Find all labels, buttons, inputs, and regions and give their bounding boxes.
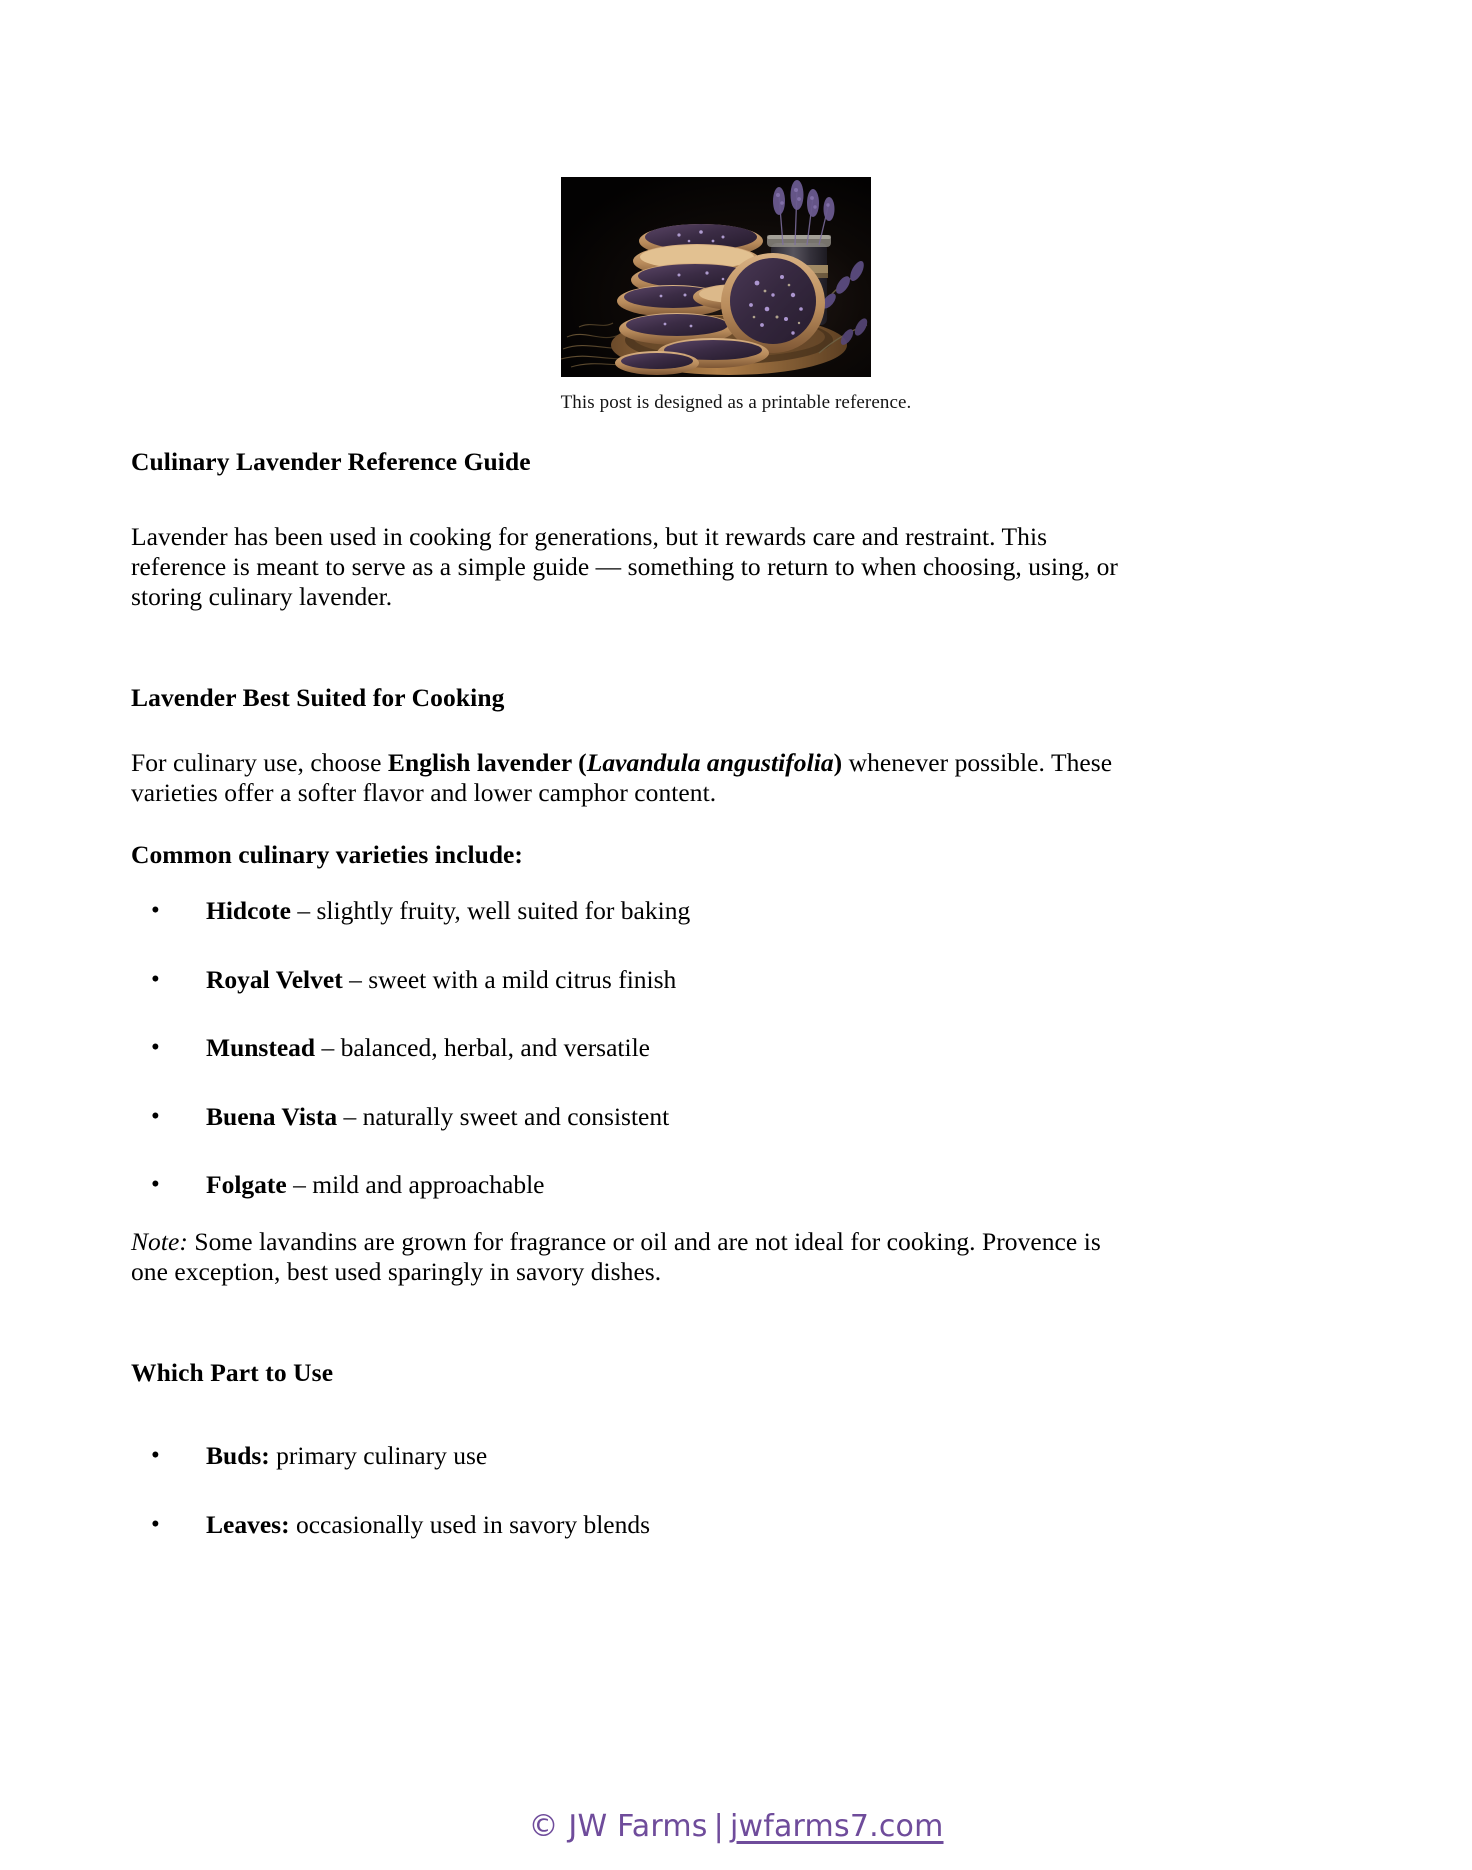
section-heading-which-part-to-use: Which Part to Use bbox=[131, 1358, 334, 1388]
intro-paragraph: Lavender has been used in cooking for generations, but it rewards care and restraint. This reference is meant to serve as a simple guide — something to return to when choosing, using, or storing culinary lavender. bbox=[131, 521, 1118, 611]
page-footer bbox=[0, 1809, 1472, 1844]
variety-description: – sweet with a mild citrus finish bbox=[342, 964, 677, 994]
part-name: Buds: bbox=[206, 1440, 270, 1470]
bullet-icon: • bbox=[151, 1102, 160, 1130]
paren-close-bold: ) bbox=[833, 747, 843, 777]
bullet-icon: • bbox=[151, 1441, 160, 1469]
spacer bbox=[131, 808, 1141, 840]
spacer bbox=[131, 612, 1141, 682]
variety-description: – slightly fruity, well suited for baking bbox=[290, 895, 691, 925]
english-lavender-bold: English lavender ( bbox=[387, 747, 587, 777]
paragraph-lead-text: For culinary use, choose bbox=[131, 747, 388, 777]
list-item bbox=[131, 965, 1141, 996]
spacer bbox=[131, 870, 1141, 896]
latin-name-italic: Lavandula angustifolia bbox=[586, 747, 834, 777]
note-paragraph bbox=[131, 1227, 1141, 1287]
lavender-cookies-photo bbox=[561, 177, 871, 377]
spacer bbox=[131, 714, 1141, 748]
list-item bbox=[131, 1170, 1141, 1201]
bullet-icon: • bbox=[151, 1034, 160, 1062]
hero-figure bbox=[561, 177, 912, 416]
hero-caption: This post is designed as a printable reference. bbox=[560, 392, 912, 413]
footer-copyright: © JW Farms bbox=[528, 1809, 708, 1844]
variety-description: – naturally sweet and consistent bbox=[337, 1101, 670, 1131]
paragraph-trailing-text: whenever possible. These varieties offer a softer flavor and lower camphor content. bbox=[131, 747, 1113, 807]
variety-name: Folgate bbox=[206, 1170, 287, 1200]
bullet-icon: • bbox=[151, 1171, 160, 1199]
spacer bbox=[131, 1389, 1141, 1415]
variety-description: – mild and approachable bbox=[286, 1170, 545, 1200]
bullet-icon: • bbox=[151, 896, 160, 924]
footer-separator: | bbox=[713, 1809, 724, 1844]
variety-name: Munstead bbox=[206, 1033, 316, 1063]
list-item bbox=[131, 1441, 1141, 1472]
hero-image-block bbox=[0, 0, 1472, 416]
page-title: Culinary Lavender Reference Guide bbox=[131, 446, 531, 476]
part-name: Leaves: bbox=[206, 1509, 290, 1539]
part-description: primary culinary use bbox=[269, 1440, 488, 1470]
note-label: Note: bbox=[131, 1226, 188, 1256]
note-body: Some lavandins are grown for fragrance or oil and are not ideal for cooking. Provence is one exception, best used sparingly in savory dishes. bbox=[131, 1226, 1101, 1286]
spacer bbox=[131, 478, 1141, 522]
culinary-varieties-list bbox=[131, 896, 1141, 1201]
varieties-list-intro: Common culinary varieties include: bbox=[131, 839, 523, 869]
list-item bbox=[131, 1510, 1141, 1541]
list-item bbox=[131, 1033, 1141, 1064]
list-item bbox=[131, 896, 1141, 927]
variety-name: Royal Velvet bbox=[206, 964, 343, 994]
bullet-icon: • bbox=[151, 965, 160, 993]
section-1-paragraph bbox=[131, 748, 1141, 808]
footer-website-link[interactable]: jwfarms7.com bbox=[729, 1809, 944, 1844]
spacer bbox=[131, 1415, 1141, 1441]
part-description: occasionally used in savory blends bbox=[289, 1509, 651, 1539]
variety-name: Buena Vista bbox=[206, 1101, 338, 1131]
plant-parts-list bbox=[131, 1441, 1141, 1540]
spacer bbox=[131, 1201, 1141, 1227]
variety-description: – balanced, herbal, and versatile bbox=[315, 1033, 650, 1063]
variety-name: Hidcote bbox=[206, 895, 291, 925]
bullet-icon: • bbox=[151, 1510, 160, 1538]
spacer bbox=[131, 1287, 1141, 1357]
document-body bbox=[131, 416, 1141, 1540]
list-item bbox=[131, 1102, 1141, 1133]
section-heading-lavender-best-suited: Lavender Best Suited for Cooking bbox=[131, 682, 505, 712]
